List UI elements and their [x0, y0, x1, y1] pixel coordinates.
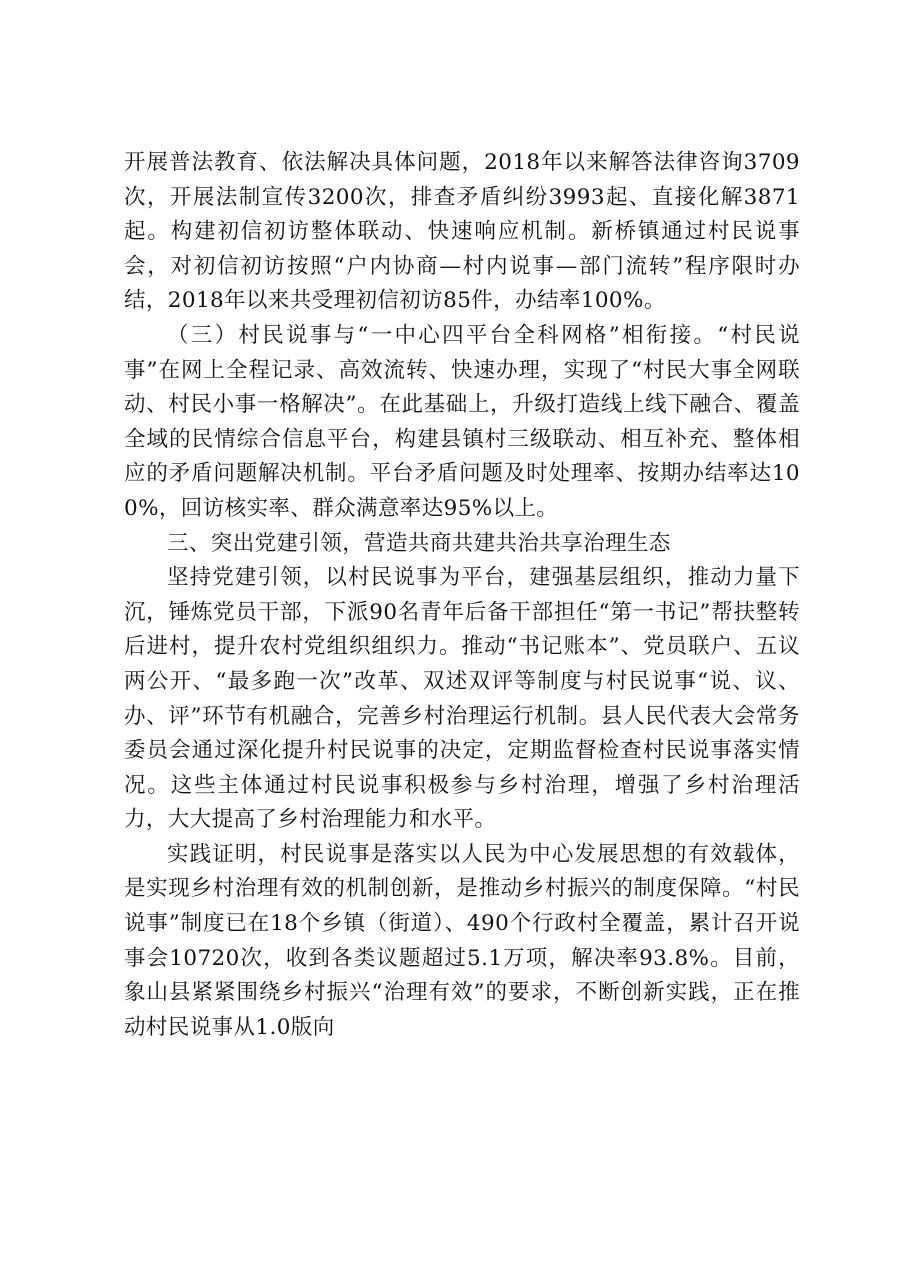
document-page	[124, 146, 800, 1045]
paragraph-party-building: 坚持党建引领，以村民说事为平台，建强基层组织，推动力量下沉，锤炼党员干部，下派90名青年后备干部担任“第一书记”帮扶整转后进村，提升农村党组织组织力。推动“书记账本”、党员联户、五议两公开、“最多跑一次”改革、双述双评等制度与村民说事“说、议、办、评”环节有机融合，完善乡村治理运行机制。县人民代表大会常务委员会通过深化提升村民说事的决定，定期监督检查村民说事落实情况。这些主体通过村民说事积极参与乡村治理，增强了乡村治理活力，大大提高了乡村治理能力和水平。	[124, 565, 800, 833]
paragraph-continuation: 开展普法教育、依法解决具体问题，2018年以来解答法律咨询3709次，开展法制宣传3200次，排查矛盾纠纷3993起、直接化解3871起。构建初信初访整体联动、快速响应机制。新桥镇通过村民说事会，对初信初访按照“户内协商—村内说事—部门流转”程序限时办结，2018年以来共受理初信初访85件，办结率100%。	[124, 150, 800, 314]
paragraph-section-three-sub: （三）村民说事与“一中心四平台全科网格”相衔接。“村民说事”在网上全程记录、高效流转、快速办理，实现了“村民大事全网联动、村民小事一格解决”。在此基础上，升级打造线上线下融合、覆盖全域的民情综合信息平台，构建县镇村三级联动、相互补充、整体相应的矛盾问题解决机制。平台矛盾问题及时处理率、按期办结率达100%，回访核实率、群众满意率达95%以上。	[124, 322, 800, 521]
section-heading: 三、突出党建引领，营造共商共建共治共享治理生态	[167, 530, 671, 556]
paragraph-conclusion: 实践证明，村民说事是落实以人民为中心发展思想的有效载体，是实现乡村治理有效的机制创新，是推动乡村振兴的制度保障。“村民说事”制度已在18个乡镇（街道）、490个行政村全覆盖，累计召开说事会10720次，收到各类议题超过5.1万项，解决率93.8%。目前，象山县紧紧围绕乡村振兴“治理有效”的要求，不断创新实践，正在推动村民说事从1.0版向	[124, 841, 800, 1040]
